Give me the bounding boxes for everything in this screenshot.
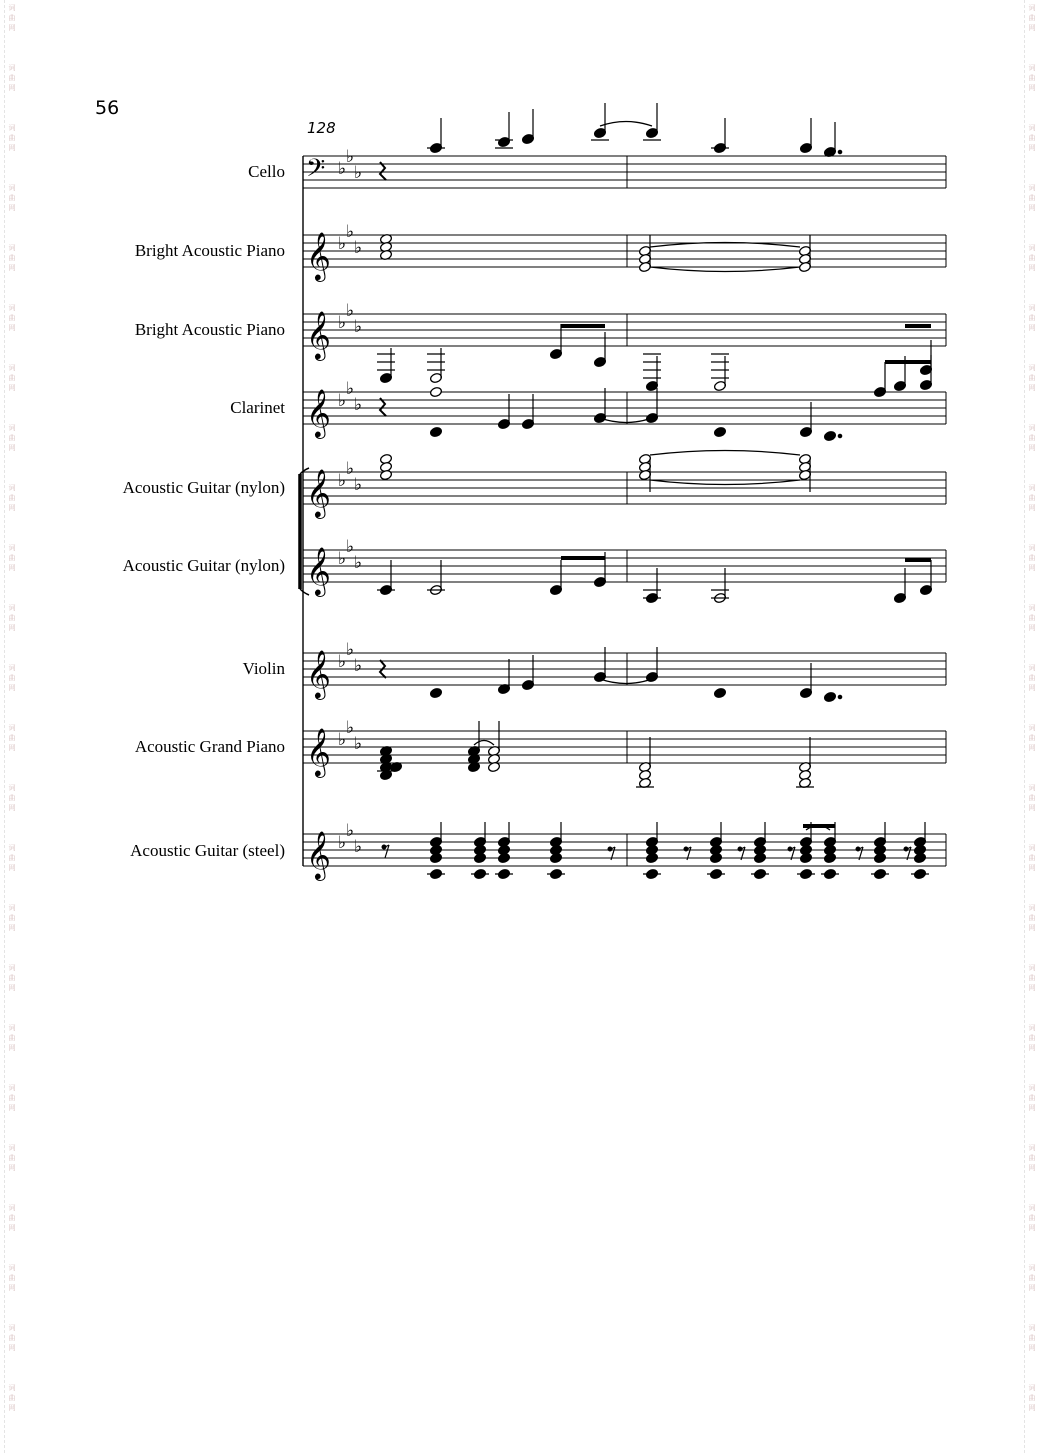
treble-clef-icon: 𝄞	[306, 546, 331, 595]
watermark-mark: 曲	[8, 974, 16, 982]
note-head	[753, 852, 766, 863]
watermark-mark: 网	[1028, 24, 1036, 32]
watermark-mark: 网	[8, 324, 16, 332]
watermark-mark: 网	[1028, 1404, 1036, 1412]
watermark-mark: 曲	[8, 314, 16, 322]
tie	[600, 679, 652, 684]
bass-clef-icon: 𝄢	[306, 154, 326, 189]
note-head	[873, 852, 886, 863]
note-head	[497, 868, 510, 879]
note-head	[549, 868, 562, 879]
watermark-mark: 网	[8, 924, 16, 932]
watermark-mark: 网	[1028, 1224, 1036, 1232]
watermark-mark: 词	[1028, 1204, 1036, 1212]
treble-clef-icon: 𝄞	[306, 649, 331, 698]
flat-icon: ♭	[346, 147, 355, 167]
flat-icon: ♭	[346, 222, 355, 242]
watermark-mark: 曲	[8, 374, 16, 382]
staff	[303, 392, 946, 424]
note-head	[823, 868, 836, 879]
flat-icon: ♭	[354, 395, 363, 415]
watermark-mark: 曲	[1028, 314, 1036, 322]
watermark-mark: 曲	[1028, 1154, 1036, 1162]
watermark-mark: 曲	[8, 494, 16, 502]
watermark-mark: 曲	[8, 1094, 16, 1102]
staff	[303, 472, 946, 504]
watermark-mark: 网	[8, 1284, 16, 1292]
watermark-mark: 词	[1028, 424, 1036, 432]
staff	[303, 653, 946, 685]
watermark-mark: 曲	[1028, 1214, 1036, 1222]
treble-clef-icon: 𝄞	[306, 388, 331, 437]
note-head	[913, 852, 926, 863]
watermark-mark: 网	[1028, 444, 1036, 452]
page-number: 56	[95, 97, 120, 119]
instrument-label-bright-piano-1: Bright Acoustic Piano	[134, 241, 285, 260]
watermark-mark: 词	[1028, 664, 1036, 672]
watermark-mark: 词	[8, 304, 16, 312]
watermark-mark: 词	[1028, 904, 1036, 912]
watermark-mark: 曲	[1028, 614, 1036, 622]
watermark-mark: 网	[1028, 1044, 1036, 1052]
watermark-mark: 词	[8, 844, 16, 852]
watermark-mark: 网	[1028, 924, 1036, 932]
watermark-mark: 词	[1028, 1084, 1036, 1092]
watermark-mark: 网	[8, 984, 16, 992]
flat-icon: ♭	[338, 833, 347, 853]
watermark-mark: 词	[8, 1024, 16, 1032]
note-head	[709, 868, 722, 879]
flat-icon: ♭	[346, 301, 355, 321]
note-head	[645, 868, 658, 879]
watermark-mark: 词	[8, 1264, 16, 1272]
watermark-mark: 词	[8, 1384, 16, 1392]
note-head	[549, 852, 562, 863]
flat-icon: ♭	[346, 459, 355, 479]
watermark-mark: 词	[8, 244, 16, 252]
watermark-mark: 词	[1028, 844, 1036, 852]
watermark-mark: 词	[8, 424, 16, 432]
watermark-mark: 曲	[8, 854, 16, 862]
watermark-mark: 网	[1028, 744, 1036, 752]
watermark-mark: 网	[1028, 324, 1036, 332]
system-barlines	[303, 156, 627, 866]
note-head	[645, 852, 658, 863]
watermark-mark: 曲	[1028, 14, 1036, 22]
watermark-mark: 网	[1028, 384, 1036, 392]
watermark-mark: 曲	[1028, 1334, 1036, 1342]
staff	[303, 235, 946, 267]
watermark-mark: 曲	[8, 1334, 16, 1342]
watermark-mark: 词	[8, 364, 16, 372]
watermark-mark: 词	[8, 124, 16, 132]
tie	[650, 480, 800, 485]
watermark-mark: 曲	[1028, 854, 1036, 862]
staff	[303, 550, 946, 582]
tie	[650, 451, 800, 456]
flat-icon: ♭	[338, 471, 347, 491]
watermark-mark: 词	[8, 904, 16, 912]
watermark-mark: 词	[1028, 124, 1036, 132]
treble-clef-icon: 𝄞	[306, 468, 331, 517]
watermark-mark: 词	[1028, 484, 1036, 492]
watermark-mark: 曲	[8, 1274, 16, 1282]
note-head	[823, 852, 836, 863]
flat-icon: ♭	[354, 317, 363, 337]
treble-clef-icon: 𝄞	[306, 830, 331, 879]
watermark-mark: 网	[8, 744, 16, 752]
instrument-label-violin: Violin	[242, 659, 285, 678]
tie	[474, 741, 494, 746]
watermark-mark: 网	[8, 144, 16, 152]
tie	[650, 267, 800, 272]
staff	[303, 314, 946, 346]
note-head	[713, 426, 726, 437]
watermark-mark: 词	[1028, 1384, 1036, 1392]
watermark-mark: 词	[8, 4, 16, 12]
note-head	[429, 426, 442, 437]
note-head	[709, 852, 722, 863]
watermark-mark: 曲	[8, 554, 16, 562]
watermark-mark: 网	[8, 1104, 16, 1112]
watermark-mark: 词	[1028, 964, 1036, 972]
note-head	[753, 868, 766, 879]
watermark-mark: 词	[8, 664, 16, 672]
watermark-mark: 曲	[1028, 794, 1036, 802]
watermark-mark: 词	[8, 1084, 16, 1092]
watermark-mark: 网	[1028, 864, 1036, 872]
watermark-mark: 词	[1028, 244, 1036, 252]
watermark-mark: 网	[1028, 504, 1036, 512]
watermark-mark: 词	[8, 184, 16, 192]
note-head	[429, 386, 442, 397]
watermark-mark: 词	[1028, 4, 1036, 12]
flat-icon: ♭	[338, 391, 347, 411]
flat-icon: ♭	[354, 163, 363, 183]
flat-icon: ♭	[346, 718, 355, 738]
watermark-mark: 词	[1028, 1024, 1036, 1032]
watermark-mark: 词	[8, 604, 16, 612]
watermark-mark: 曲	[1028, 254, 1036, 262]
watermark-mark: 词	[8, 64, 16, 72]
treble-clef-icon: 𝄞	[306, 310, 331, 359]
watermark-mark: 网	[1028, 144, 1036, 152]
flat-icon: ♭	[346, 821, 355, 841]
dot	[838, 434, 842, 438]
quarter-rest-icon	[380, 162, 386, 180]
flat-icon: ♭	[338, 730, 347, 750]
watermark-mark: 网	[1028, 1104, 1036, 1112]
watermark-mark: 网	[1028, 1344, 1036, 1352]
treble-clef-icon: 𝄞	[306, 727, 331, 776]
watermark-mark: 网	[1028, 624, 1036, 632]
watermark-mark: 曲	[1028, 674, 1036, 682]
note-head	[799, 852, 812, 863]
watermark-mark: 词	[1028, 604, 1036, 612]
note-head	[913, 868, 926, 879]
note-head	[873, 868, 886, 879]
note-head	[429, 852, 442, 863]
staff	[303, 731, 946, 763]
watermark-mark: 曲	[8, 254, 16, 262]
watermark-mark: 网	[1028, 264, 1036, 272]
flat-icon: ♭	[338, 234, 347, 254]
watermark-mark: 网	[1028, 684, 1036, 692]
watermark-mark: 词	[1028, 1264, 1036, 1272]
watermark-mark: 网	[8, 564, 16, 572]
watermark-mark: 网	[8, 24, 16, 32]
watermark-mark: 曲	[8, 1394, 16, 1402]
watermark-mark: 词	[8, 544, 16, 552]
measure-number: 128	[307, 119, 336, 137]
watermark-mark: 词	[8, 724, 16, 732]
watermark-mark: 网	[1028, 564, 1036, 572]
flat-icon: ♭	[354, 734, 363, 754]
watermark-mark: 曲	[1028, 74, 1036, 82]
flat-icon: ♭	[346, 379, 355, 399]
watermark-mark: 曲	[8, 1154, 16, 1162]
watermark-mark: 曲	[8, 674, 16, 682]
watermark-mark: 词	[8, 784, 16, 792]
watermark-mark: 曲	[8, 1214, 16, 1222]
quarter-rest-icon	[380, 398, 386, 416]
flat-icon: ♭	[338, 159, 347, 179]
flat-icon: ♭	[354, 475, 363, 495]
instrument-label-grand-piano: Acoustic Grand Piano	[134, 737, 285, 756]
watermark-mark: 网	[8, 1044, 16, 1052]
watermark-mark: 网	[8, 204, 16, 212]
note-head	[823, 691, 836, 702]
flat-icon: ♭	[338, 313, 347, 333]
watermark-mark: 曲	[8, 14, 16, 22]
watermark-mark: 网	[1028, 804, 1036, 812]
watermark-mark: 词	[1028, 1324, 1036, 1332]
watermark-mark: 网	[8, 84, 16, 92]
clefs-and-key-signatures	[306, 147, 362, 881]
watermark-mark: 网	[8, 1344, 16, 1352]
staff	[303, 834, 946, 866]
watermark-mark: 词	[8, 484, 16, 492]
watermark-mark: 曲	[1028, 434, 1036, 442]
watermark-mark: 网	[8, 1224, 16, 1232]
staff	[303, 156, 946, 188]
watermark-mark: 网	[8, 804, 16, 812]
watermark-mark: 词	[8, 1144, 16, 1152]
note-head	[713, 687, 726, 698]
flat-icon: ♭	[354, 238, 363, 258]
watermark-mark: 网	[1028, 204, 1036, 212]
instrument-label-clarinet: Clarinet	[230, 398, 285, 417]
watermark-mark: 词	[8, 964, 16, 972]
watermark-mark: 曲	[1028, 1394, 1036, 1402]
watermark-mark: 曲	[1028, 134, 1036, 142]
flat-icon: ♭	[354, 553, 363, 573]
note-head	[497, 852, 510, 863]
watermark-mark: 词	[1028, 304, 1036, 312]
watermark-mark: 网	[1028, 1284, 1036, 1292]
watermark-mark: 网	[8, 624, 16, 632]
staff-lines	[303, 156, 946, 866]
watermark-mark: 曲	[1028, 1094, 1036, 1102]
watermark-mark: 网	[8, 864, 16, 872]
watermark-mark: 词	[1028, 1144, 1036, 1152]
note-head	[473, 868, 486, 879]
watermark-mark: 网	[1028, 984, 1036, 992]
flat-icon: ♭	[346, 537, 355, 557]
tie	[600, 122, 652, 127]
watermark-mark: 网	[8, 504, 16, 512]
instrument-label-steel-guitar: Acoustic Guitar (steel)	[130, 841, 285, 860]
note-head	[379, 469, 392, 480]
watermark-mark: 曲	[8, 614, 16, 622]
watermark-mark: 曲	[1028, 554, 1036, 562]
watermark-mark: 曲	[1028, 974, 1036, 982]
watermark-mark: 曲	[8, 74, 16, 82]
watermark-mark: 词	[1028, 544, 1036, 552]
watermark-mark: 曲	[8, 1034, 16, 1042]
instrument-label-nylon-guitar-1: Acoustic Guitar (nylon)	[122, 478, 285, 497]
watermark-mark: 曲	[8, 734, 16, 742]
dot	[838, 150, 842, 154]
watermark-mark: 网	[1028, 1164, 1036, 1172]
instrument-label-nylon-guitar-2: Acoustic Guitar (nylon)	[122, 556, 285, 575]
watermark-mark: 曲	[1028, 914, 1036, 922]
watermark-mark: 曲	[8, 794, 16, 802]
watermark-mark: 曲	[1028, 1034, 1036, 1042]
watermark-mark: 网	[8, 384, 16, 392]
watermark-mark: 词	[8, 1204, 16, 1212]
note-head	[473, 852, 486, 863]
watermark-mark: 曲	[1028, 494, 1036, 502]
watermark-mark: 曲	[1028, 734, 1036, 742]
note-head	[799, 868, 812, 879]
watermark-mark: 词	[1028, 364, 1036, 372]
treble-clef-icon: 𝄞	[306, 231, 331, 280]
watermark-mark: 曲	[8, 134, 16, 142]
note-head	[823, 430, 836, 441]
instrument-label-cello: Cello	[248, 162, 285, 181]
watermark-mark: 网	[8, 1404, 16, 1412]
watermark-mark: 词	[1028, 784, 1036, 792]
watermark-mark: 网	[8, 1164, 16, 1172]
watermark-mark: 网	[1028, 84, 1036, 92]
watermark-mark: 曲	[1028, 374, 1036, 382]
note-head	[429, 687, 442, 698]
watermark-mark: 词	[1028, 184, 1036, 192]
watermark-mark: 曲	[1028, 1274, 1036, 1282]
watermark-mark: 词	[1028, 64, 1036, 72]
watermark-mark: 曲	[8, 914, 16, 922]
flat-icon: ♭	[346, 640, 355, 660]
flat-icon: ♭	[354, 837, 363, 857]
instrument-label-bright-piano-2: Bright Acoustic Piano	[134, 320, 285, 339]
watermark-mark: 曲	[8, 194, 16, 202]
flat-icon: ♭	[338, 652, 347, 672]
flat-icon: ♭	[354, 656, 363, 676]
watermark-mark: 网	[8, 444, 16, 452]
flat-icon: ♭	[338, 549, 347, 569]
watermark-mark: 网	[8, 684, 16, 692]
note-head	[429, 868, 442, 879]
dot	[838, 695, 842, 699]
watermark-mark: 词	[1028, 724, 1036, 732]
watermark-mark: 曲	[1028, 194, 1036, 202]
watermark-mark: 词	[8, 1324, 16, 1332]
watermark-mark: 曲	[8, 434, 16, 442]
watermark-mark: 网	[8, 264, 16, 272]
tie	[600, 418, 652, 423]
